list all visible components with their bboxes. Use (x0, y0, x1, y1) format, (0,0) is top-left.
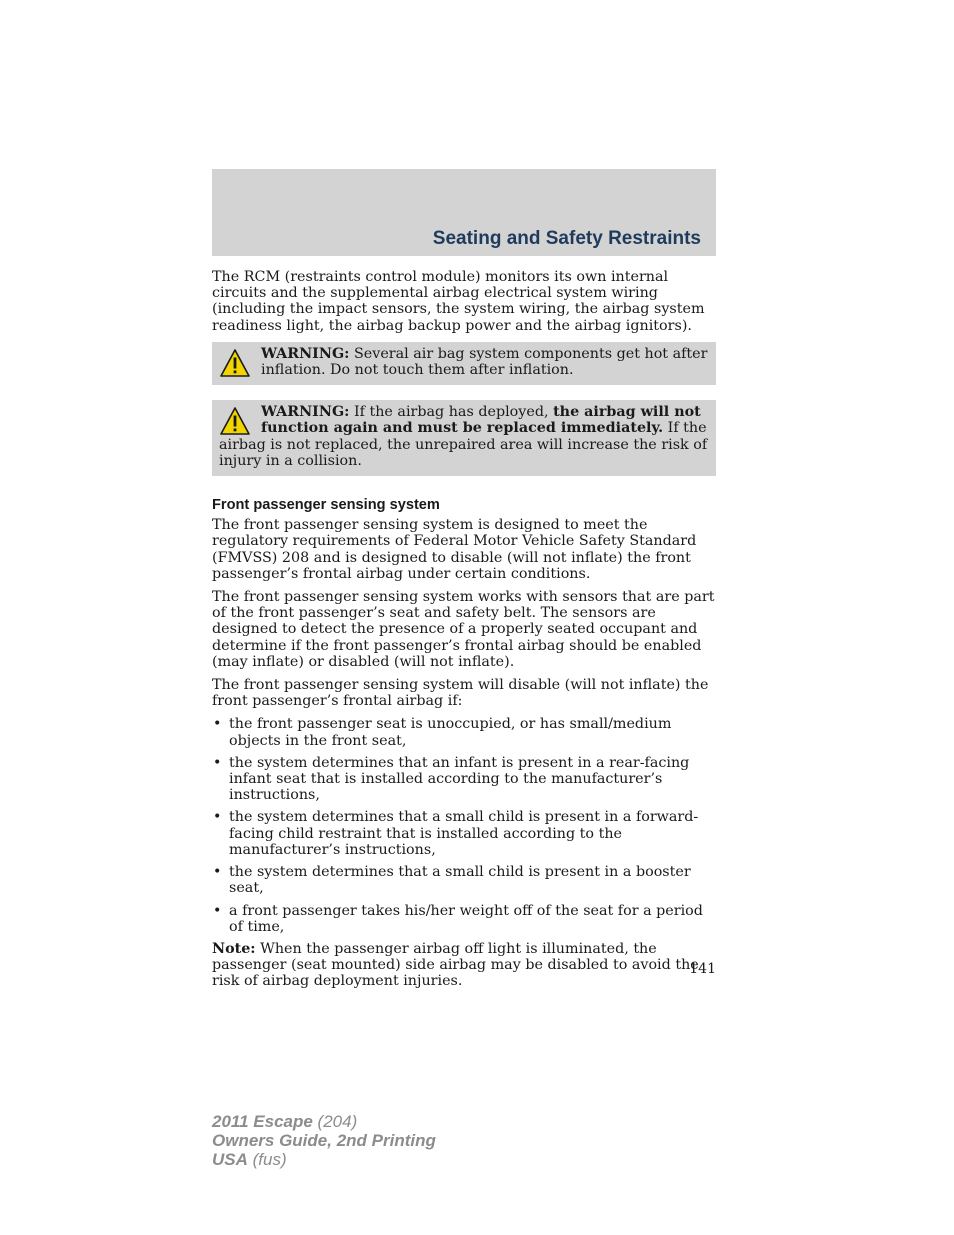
note-label: Note: (212, 940, 256, 957)
intro-paragraph: The RCM (restraints control module) monitors its own internal circuits and the supplemental airbag electrical system wiring (including the impact sensors, the system wiring, the airbag system readiness light, the airbag backup power and the airbag ignitors). (212, 269, 705, 334)
body-paragraph: The front passenger sensing system is designed to meet the regulatory requirements of Federal Motor Vehicle Safety Standard (FMVSS) 208 and is designed to disable (will not inflate) the front passenger’s frontal airbag under certain conditions. (212, 517, 697, 582)
body-paragraph: The front passenger sensing system will disable (will not inflate) the front passenger’s frontal airbag if: (212, 677, 709, 710)
list-item (212, 755, 716, 804)
conditions-list (212, 716, 716, 934)
note-text: When the passenger airbag off light is illuminated, the passenger (seat mounted) side airbag may be disabled to avoid the risk of airbag deployment injuries. (212, 940, 699, 990)
section-title: Seating and Safety Restraints (432, 228, 701, 249)
warning-box-airbag-deployed (212, 400, 716, 476)
footer-market-code: (fus) (247, 1150, 287, 1169)
page-content (212, 269, 716, 997)
warning-label: WARNING: (261, 345, 350, 362)
warning-bold-text: the airbag will not function again and must be replaced immediately. (261, 404, 701, 437)
bullet-marker: • (213, 902, 222, 919)
list-item (212, 903, 716, 935)
page-number: 141 (689, 961, 716, 977)
list-item (212, 716, 716, 748)
footer-line-model (212, 1112, 436, 1131)
warning-triangle-icon (219, 406, 251, 436)
bullet-marker: • (213, 809, 222, 826)
list-item-text: the system determines that a small child is present in a forward-facing child restraint that is installed according to the manufacturer’s instructions, (229, 809, 699, 858)
warning-triangle-icon (219, 348, 251, 378)
bullet-marker: • (213, 716, 222, 733)
warning-label: WARNING: (261, 404, 350, 421)
bullet-marker: • (213, 754, 222, 771)
list-item-text: the system determines that an infant is present in a rear-facing infant seat that is installed according to the manufacturer’s instructions, (229, 754, 690, 804)
warning-text: If the airbag has deployed, (349, 404, 554, 421)
section-header-band (212, 169, 716, 256)
footer-market: USA (212, 1150, 248, 1169)
list-item-text: the system determines that a small child is present in a booster seat, (229, 864, 691, 897)
warning-text-continued: If the airbag is not replaced, the unrepaired area will increase the risk of injury in a collision. (219, 420, 708, 469)
section-heading: Front passenger sensing system (212, 497, 440, 514)
list-item (212, 864, 716, 896)
footer-line-market (212, 1150, 436, 1169)
footer-model-code: (204) (312, 1112, 358, 1131)
footer-line-guide: Owners Guide, 2nd Printing (212, 1131, 436, 1150)
footer-model: 2011 Escape (212, 1112, 313, 1131)
list-item-text: a front passenger takes his/her weight off of the seat for a period of time, (229, 902, 703, 935)
list-item-text: the front passenger seat is unoccupied, or has small/medium objects in the front seat, (229, 716, 672, 749)
warning-text: Several air bag system components get hot after inflation. Do not touch them after inflation. (261, 345, 708, 379)
warning-box-hot-components (212, 342, 716, 385)
bullet-marker: • (213, 864, 222, 881)
document-footer (212, 1112, 436, 1169)
body-paragraph: The front passenger sensing system works with sensors that are part of the front passenger’s seat and safety belt. The sensors are designed to detect the presence of a properly seated occupant and determine if the front passenger’s frontal airbag should be enabled (may inflate) or disabled (will not inflate). (212, 589, 715, 670)
list-item (212, 809, 716, 858)
